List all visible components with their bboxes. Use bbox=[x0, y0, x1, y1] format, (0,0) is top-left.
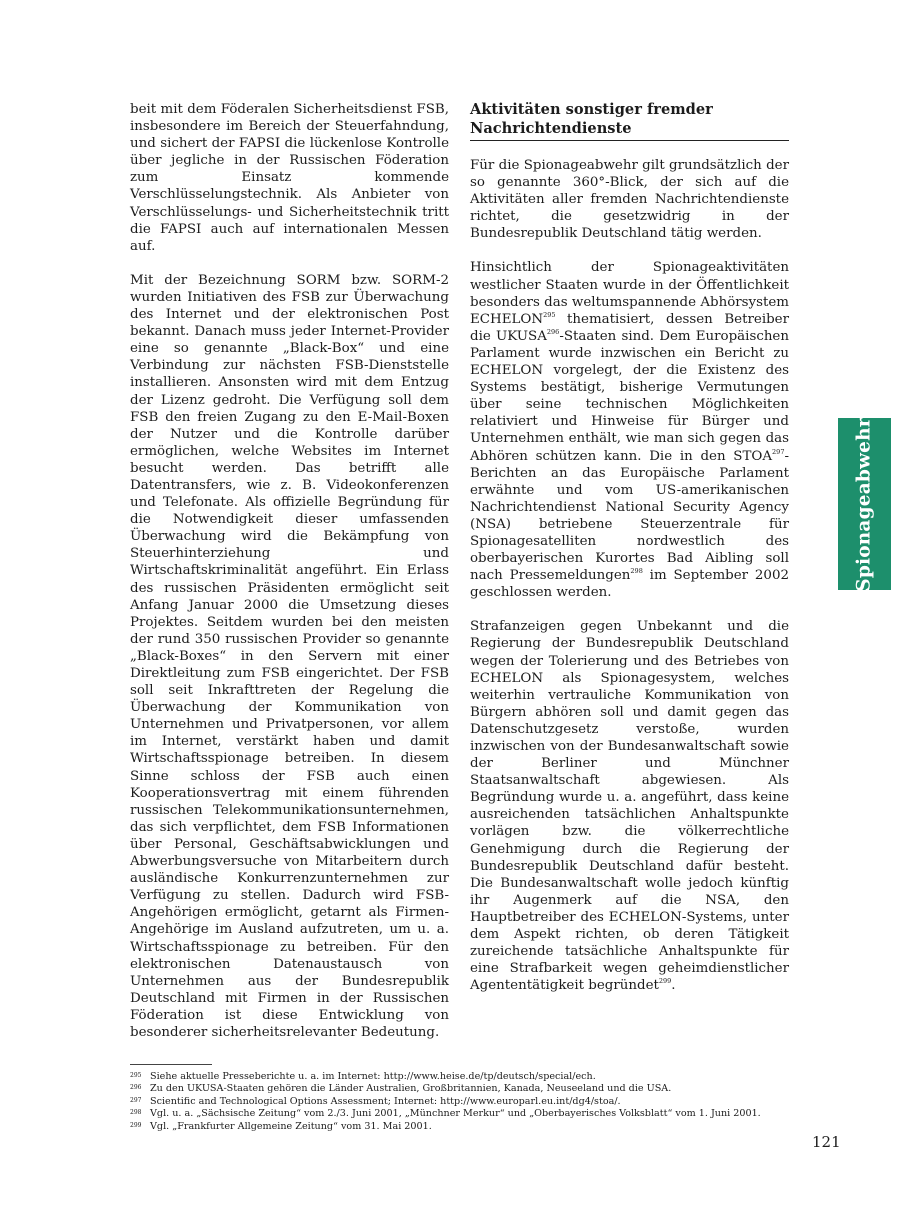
page-number: 121 bbox=[812, 1133, 841, 1151]
right-paragraph-3 bbox=[470, 618, 789, 994]
footnote-number: 297 bbox=[130, 1096, 142, 1104]
footnote-ref[interactable]: 298 bbox=[630, 567, 643, 576]
footnote-text: Scientific and Technological Options Assessment; Internet: http://www.europarl.eu.int/dg4/stoa/. bbox=[150, 1095, 621, 1107]
footnote-item bbox=[130, 1121, 790, 1133]
footnote-item bbox=[130, 1083, 790, 1095]
text-run: thematisiert, dessen Betreiber die UKUSA bbox=[470, 311, 789, 344]
footnote-number: 298 bbox=[130, 1109, 142, 1117]
text-run: -Staaten sind. Dem Europäischen Parlament wurde inzwischen ein Bericht zu ECHELON vorgelegt, der die Existenz des Systems bestätigt, bisherige Vermutungen über seine technischen Möglichkeiten relativiert und Hinweise für Bürger und Unternehmen enthält, wie man sich gegen das Abhören schützen kann. Die in den STOA bbox=[470, 328, 789, 464]
section-heading: Aktivitäten sonstiger fremder Nachrichtendienste bbox=[470, 101, 789, 141]
footnote-number: 296 bbox=[130, 1084, 142, 1092]
text-run: Hinsichtlich der Spionageaktivitäten westlicher Staaten wurde in der Öffentlichkeit besonders das weltumspannende Abhörsystem ECHELON bbox=[470, 260, 789, 327]
footnote-ref[interactable]: 299 bbox=[658, 977, 672, 986]
footnote-item bbox=[130, 1071, 790, 1083]
footnote-item bbox=[130, 1096, 790, 1108]
footnote-text: Vgl. u. a. „Sächsische Zeitung“ vom 2./3. Juni 2001, „Münchner Merkur“ und „Oberbayerisches Volksblatt“ vom 1. Juni 2001. bbox=[150, 1108, 761, 1120]
footnote-number: 295 bbox=[130, 1072, 142, 1079]
footnote-divider bbox=[130, 1064, 212, 1065]
footnote-ref[interactable]: 295 bbox=[543, 310, 556, 319]
footnotes bbox=[130, 1071, 790, 1133]
text-run: Strafanzeigen gegen Unbekannt und die Regierung der Bundesrepublik Deutschland wegen der Tolerierung und des Betriebes von ECHELON als Spionagesystem, welches weiterhin vertrauliche Kommunikation von Bürgern abhören soll und damit gegen das Datenschutzgesetz verstoße, wurden inzwischen von der Bundesanwaltschaft sowie der Berliner und Münchner Staatsanwaltschaft abgewiesen. Als Begründung wurde u. a. angeführt, dass keine ausreichenden tatsächlichen Anhaltspunkte vorlägen bzw. die völkerrechtliche Genehmigung durch die Regierung der Bundesrepublik Deutschland dafür besteht. Die Bundesanwaltschaft wolle jedoch künftig ihr Augenmerk auf die NSA, den Hauptbetreiber des ECHELON-Systems, unter dem Aspekt richten, ob deren Tätigkeit zureichende tatsächliche Anhaltspunkte für eine Strafbarkeit wegen geheimdienstlicher Agententätigkeit begründet bbox=[470, 619, 789, 994]
left-paragraph-2: Mit der Bezeichnung SORM bzw. SORM-2 wurden Initiativen des FSB zur Überwachung des Internet und der elektronischen Post bekannt. Danach muss jeder Internet-Provider eine so genannte „Black-Box“ und eine Verbindung zur nächsten FSB-Dienststelle installieren. Ansonsten wird mit dem Entzug der Lizenz gedroht. Die Verfügung soll dem FSB den freien Zugang zu den E-Mail-Boxen der Nutzer und die Kontrolle darüber ermöglichen, welche Websites im Internet besucht werden. Das betrifft alle Datentransfers, wie z. B. Videokonferenzen und Telefonate. Als offizielle Begründung für die Notwendigkeit dieser umfassenden Überwachung wird die Bekämpfung von Steuerhinterziehung und Wirtschaftskriminalität angeführt. Ein Erlass des russischen Präsidenten ermöglicht seit Anfang Januar 2000 die Umsetzung dieses Projektes. Seitdem wurden bei den meisten der rund 350 russischen Provider so genannte „Black-Boxes“ in den Servern mit einer Direktleitung zum FSB eingerichtet. Der FSB soll seit Inkrafttreten der Regelung die Überwachung der Kommunikation von Unternehmen und Privatpersonen, vor allem im Internet, verstärkt haben und damit Wirtschaftsspionage betreiben. In diesem Sinne schloss der FSB auch einen Kooperationsvertrag mit einem führenden russischen Telekommunikationsunternehmen, das sich verpflichtet, dem FSB Informationen über Personal, Geschäftsabwicklungen und Abwerbungsversuche von Mitarbeitern durch ausländische Konkurrenzunternehmen zur Verfügung zu stellen. Dadurch wird FSB-Angehörigen ermöglicht, getarnt als Firmen-Angehörige im Ausland aufzutreten, um u. a. Wirtschaftsspionage zu betreiben. Für den elektronischen Datenaustausch von Unternehmen aus der Bundesrepublik Deutschland mit Firmen in der Russischen Föderation ist diese Entwicklung von besonderer sicherheitsrelevanter Bedeutung. bbox=[130, 272, 449, 1040]
text-run: . bbox=[671, 978, 676, 994]
footnote-number: 299 bbox=[130, 1121, 142, 1129]
footnote-text: Zu den UKUSA-Staaten gehören die Länder Australien, Großbritannien, Kanada, Neuseeland und die USA. bbox=[150, 1083, 672, 1095]
right-paragraph-2 bbox=[470, 259, 789, 601]
right-column bbox=[470, 101, 789, 1011]
footnote-ref[interactable]: 296 bbox=[546, 328, 560, 336]
footnote-item bbox=[130, 1108, 790, 1120]
footnote-text: Vgl. „Frankfurter Allgemeine Zeitung“ vom 31. Mai 2001. bbox=[150, 1120, 432, 1132]
text-run: im September 2002 geschlossen werden. bbox=[470, 568, 789, 601]
left-paragraph-1: beit mit dem Föderalen Sicherheitsdienst FSB, insbesondere im Bereich der Steuerfahndung, und sichert der FAPSI die lückenlose Kontrolle über jegliche in der Russischen Föderation zum Einsatz kommende Verschlüsselungstechnik. Als Anbieter von Verschlüsselungs- und Sicherheitstechnik tritt die FAPSI auch auf internationalen Messen auf. bbox=[130, 102, 449, 254]
left-column bbox=[130, 101, 449, 1058]
text-run: -Berichten an das Europäische Parlament erwähnte und vom US-amerikanischen Nachrichtendienst National Security Agency (NSA) betriebene Steuerzentrale für Spionagesatelliten nordwestlich des oberbayerischen Kurortes Bad Aibling soll nach Pressemeldungen bbox=[470, 448, 789, 584]
chapter-tab-label: Spionageabwehr bbox=[854, 416, 876, 592]
footnote-text: Siehe aktuelle Presseberichte u. a. im Internet: http://www.heise.de/tp/deutsch/special/ech. bbox=[150, 1071, 596, 1082]
footnote-ref[interactable]: 297 bbox=[772, 447, 785, 456]
right-paragraph-1: Für die Spionageabwehr gilt grundsätzlich der so genannte 360°-Blick, der sich auf die Aktivitäten aller fremden Nachrichtendienste richtet, die gesetzwidrig in der Bundesrepublik Deutschland tätig werden. bbox=[470, 158, 789, 242]
chapter-tab bbox=[838, 418, 891, 590]
